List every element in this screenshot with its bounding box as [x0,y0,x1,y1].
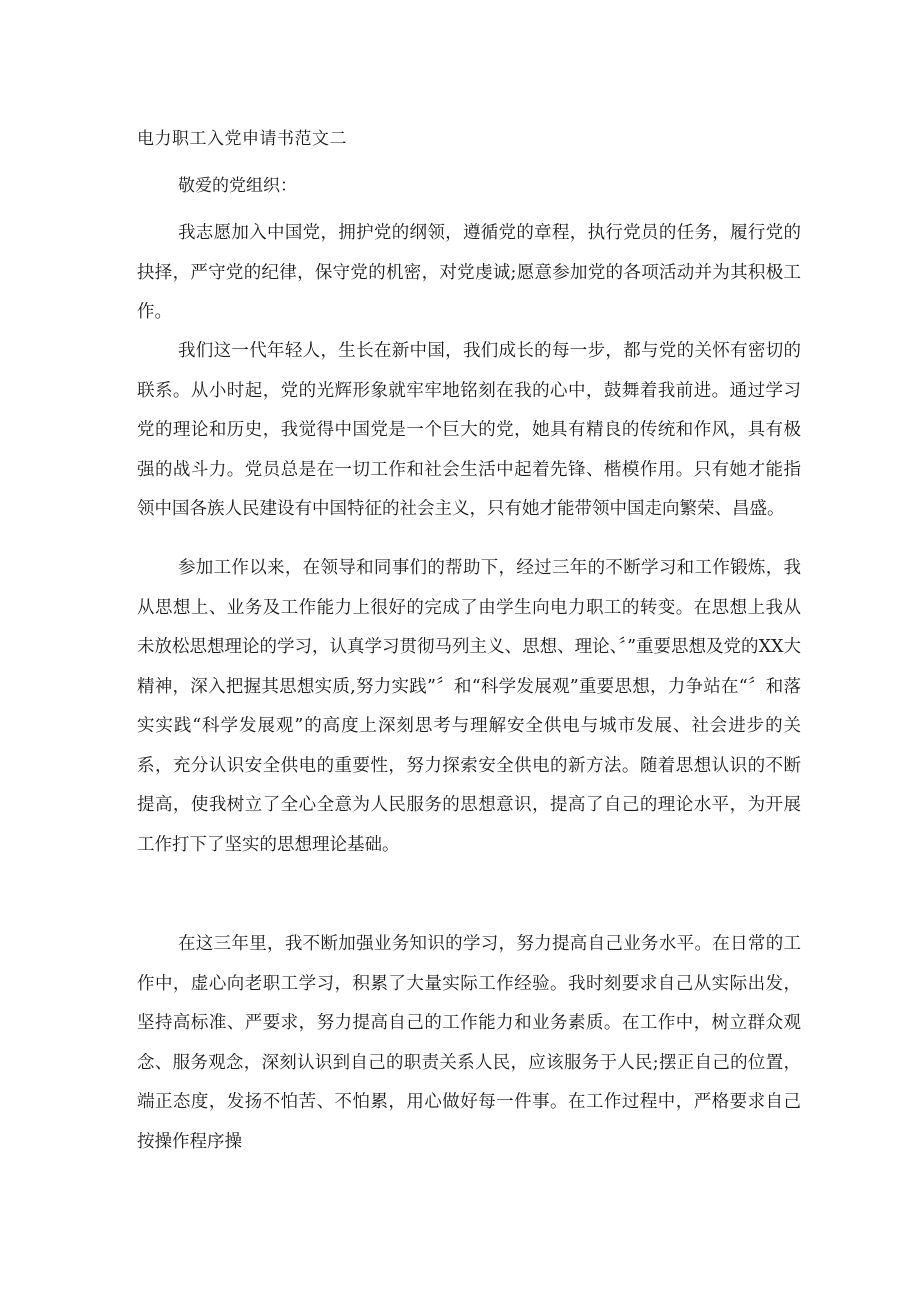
paragraph-1: 我志愿加入中国党，拥护党的纲领，遵循党的章程，执行党员的任务，履行党的抉择，严守党的纪律，保守党的机密，对党虔诚;愿意参加党的各项活动并为其积极工作。 [137,223,801,322]
paragraph-3: 参加工作以来，在领导和同事们的帮助下，经过三年的不断学习和工作锻炼，我从思想上、业务及工作能力上很好的完成了由学生向电力职工的转变。在思想上我从未放松思想理论的学习，认真学习贯彻马列主义、思想、理论、〞”重要思想及党的XX大精神，深入把握其思想实质,努力实践”〞和“科学发展观”重要思想，力争站在“〞和落实实践“科学发展观”的高度上深刻思考与理解安全供电与城市发展、社会进步的关系，充分认识安全供电的重要性，努力探索安全供电的新方法。随着思想认识的不断提高，使我树立了全心全意为人民服务的思想意识，提高了自己的理论水平，为开展工作打下了坚实的思想理论基础。 [137,558,801,855]
paragraph-4: 在这三年里，我不断加强业务知识的学习，努力提高自己业务水平。在日常的工作中，虚心向老职工学习，积累了大量实际工作经验。我时刻要求自己从实际出发，坚持高标准、严要求，努力提高自己的工作能力和业务素质。在工作中，树立群众观念、服务观念，深刻认识到自己的职责关系人民，应该服务于人民;摆正自己的位置，端正态度，发扬不怕苦、不怕累，用心做好每一件事。在工作过程中，严格要求自己按操作程序操 [137,934,801,1152]
document-title: 电力职工入党申请书范文二 [137,129,347,149]
salutation: 敬爱的党组织： [178,176,297,196]
paragraph-2: 我们这一代年轻人，生长在新中国，我们成长的每一步，都与党的关怀有密切的联系。从小时起，党的光辉形象就牢牢地铭刻在我的心中，鼓舞着我前进。通过学习党的理论和历史，我觉得中国党是一个巨大的党，她具有精良的传统和作风，具有极强的战斗力。党员总是在一切工作和社会生活中起着先锋、楷模作用。只有她才能指领中国各族人民建设有中国特征的社会主义，只有她才能带领中国走向繁荣、昌盛。 [137,341,801,519]
